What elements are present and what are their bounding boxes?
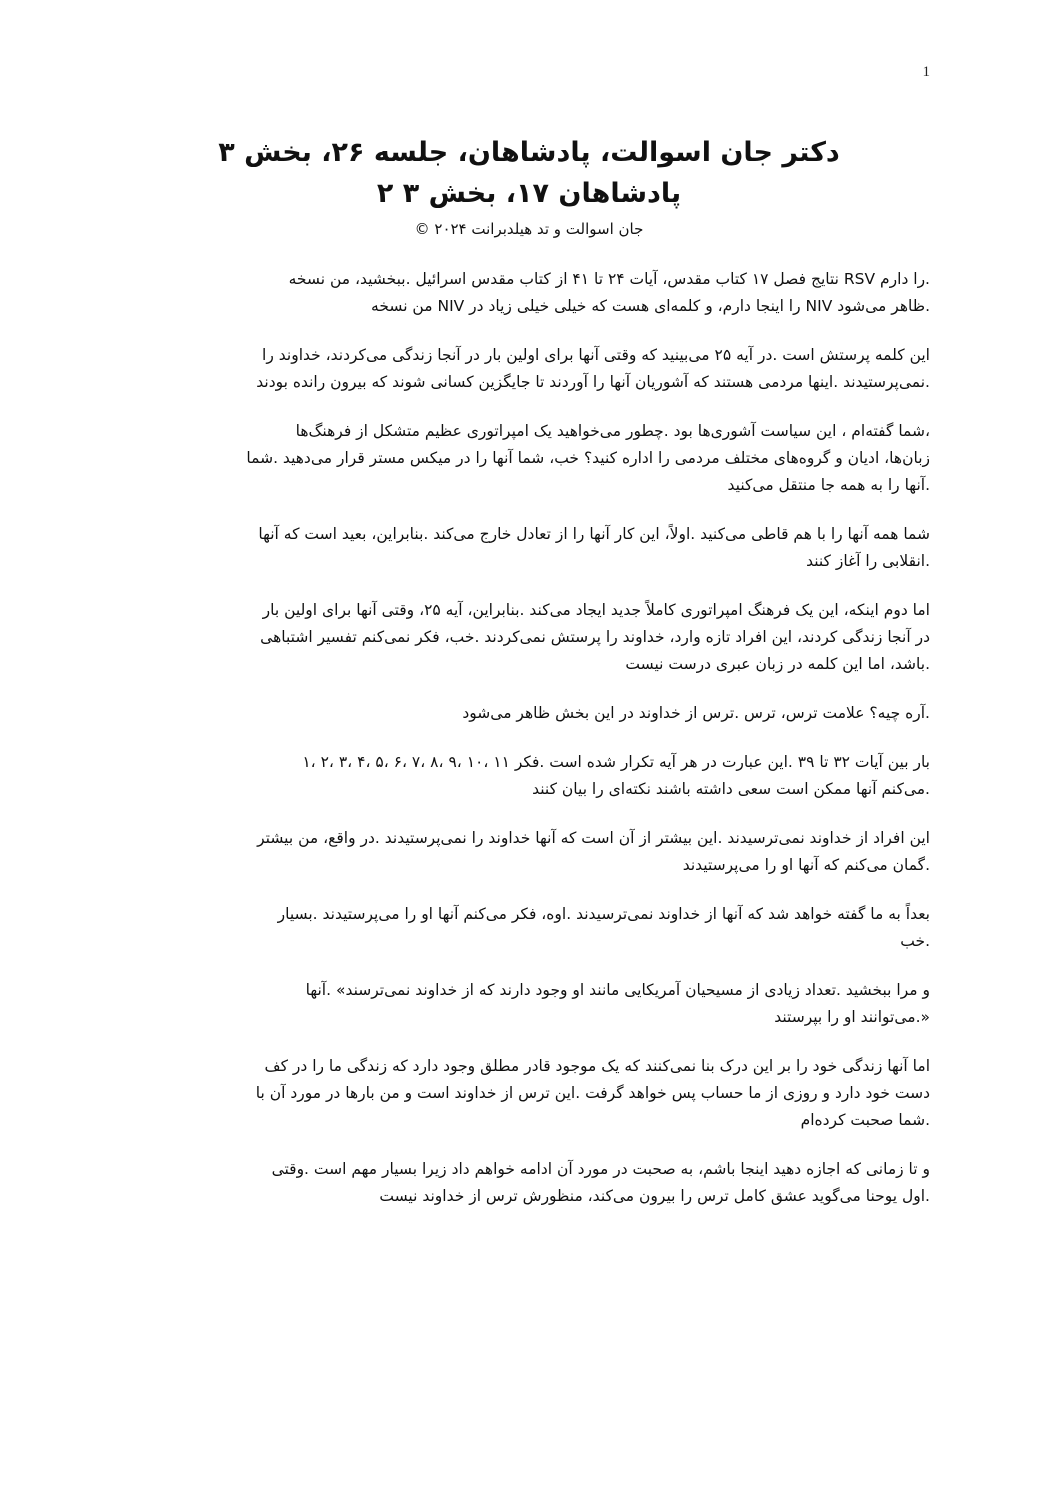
document-subtitle: جان اسوالت و تد هیلدبرانت ۲۰۲۴ © [414, 220, 644, 238]
text-line: بعداً به ما گفته خواهد شد که آنها از خداوند نمی‌ترسیدند .اوه، فکر می‌کنم آنها او را می‌پرستیدند .بسیار [277, 905, 930, 923]
text-line: .انقلابی را آغاز کنند [806, 552, 930, 570]
text-line: «.می‌توانند او را بپرستند [774, 1008, 930, 1026]
text-line: این کلمه پرستش است .در آیه ۲۵ می‌بینید که وقتی آنها برای اولین بار در آنجا زندگی می‌کردند، خداوند را [262, 346, 930, 364]
text-line: .را دارم RSV نتایج فصل ۱۷ کتاب مقدس، آیات ۲۴ تا ۴۱ از کتاب مقدس اسرائیل .ببخشید، من نسخه [288, 270, 930, 288]
text-line: .اول یوحنا می‌گوید عشق کامل ترس را بیرون می‌کند، منظورش ترس از خداوند نیست [379, 1187, 930, 1205]
text-line: .گمان می‌کنم که آنها او را می‌پرستیدند [682, 856, 930, 874]
paragraph [128, 977, 930, 1031]
text-line: اما دوم اینکه، این یک فرهنگ امپراتوری کاملاً جدید ایجاد می‌کند .بنابراین، آیه ۲۵، وقتی آنها برای اولین بار [262, 601, 930, 619]
text-line: .خب [900, 932, 930, 950]
paragraph [128, 825, 930, 879]
paragraph [128, 901, 930, 955]
text-line: ،شما گفته‌ام ، این سیاست آشوری‌ها بود .چطور می‌خواهید یک امپراتوری عظیم متشکل از فرهنگ‌ها [295, 422, 930, 440]
text-line: این افراد از خداوند نمی‌ترسیدند .این بیشتر از آن است که آنها خداوند را نمی‌پرستیدند .در واقع، من بیشتر [257, 829, 930, 847]
paragraph [128, 1053, 930, 1134]
text-line: .آنها را به همه جا منتقل می‌کنید [727, 476, 930, 494]
page-number: 1 [922, 64, 930, 80]
paragraph [128, 700, 930, 727]
text-line: .شما صحبت کرده‌ام [800, 1111, 930, 1129]
text-line: زبان‌ها، ادیان و گروه‌های مختلف مردمی را اداره کنید؟ خب، شما آنها را در میکس مستر قرار می‌دهید .شما [246, 449, 930, 467]
text-line: .نمی‌پرستیدند .اینها مردمی هستند که آشوریان آنها را آوردند تا جایگزین کسانی شوند که بیرون رانده بودند [256, 373, 930, 391]
paragraph [128, 266, 930, 320]
paragraph [128, 597, 930, 678]
text-line: و تا زمانی که اجازه دهید اینجا باشم، به صحبت در مورد آن ادامه خواهم داد زیرا بسیار مهم است .وقتی [271, 1160, 930, 1178]
text-line: .آره چیه؟ علامت ترس، ترس .ترس از خداوند در این بخش ظاهر می‌شود [462, 704, 930, 722]
text-line: و مرا ببخشید .تعداد زیادی از مسیحیان آمریکایی مانند او وجود دارند که از خداوند نمی‌ترسند» .آنها [305, 981, 930, 999]
text-line: .ظاهر می‌شود NIV را اینجا دارم، و کلمه‌ای هست که خیلی خیلی زیاد در NIV من نسخه [371, 297, 930, 315]
document-title: دکتر جان اسوالت، پادشاهان، جلسه ۲۶، بخش ۳ [218, 137, 840, 168]
paragraph [128, 521, 930, 575]
text-line: .باشد، اما این کلمه در زبان عبری درست نیست [625, 655, 930, 673]
paragraph [128, 749, 930, 803]
document-header [128, 132, 930, 241]
document-title-line-2: پادشاهان ۱۷، بخش ۳ ۲ [376, 178, 682, 209]
document-body [128, 266, 930, 1232]
text-line: بار بین آیات ۳۲ تا ۳۹ .این عبارت در هر آیه تکرار شده است .فکر ۱۱ ،۱۰ ،۹ ،۸ ،۷ ،۶ ،۵ ،۴ ،۳ ،۲ ،۱ [302, 753, 930, 771]
text-line: شما همه آنها را با هم قاطی می‌کنید .اولاً، این کار آنها را از تعادل خارج می‌کند .بنابراین، بعید است که آنها [258, 525, 930, 543]
paragraph [128, 1156, 930, 1210]
text-line: در آنجا زندگی کردند، این افراد تازه وارد، خداوند را پرستش نمی‌کردند .خب، فکر نمی‌کنم تفسیر اشتباهی [260, 628, 930, 646]
text-line: اما آنها زندگی خود را بر این درک بنا نمی‌کنند که یک موجود قادر مطلق وجود دارد که زندگی ما را در کف [264, 1057, 930, 1075]
text-line: دست خود دارد و روزی از ما حساب پس خواهد گرفت .این ترس از خداوند است و من بارها در مورد آن با [255, 1084, 930, 1102]
paragraph [128, 342, 930, 396]
paragraph [128, 418, 930, 499]
text-line: .می‌کنم آنها ممکن است سعی داشته باشند نکته‌ای را بیان کنند [532, 780, 930, 798]
